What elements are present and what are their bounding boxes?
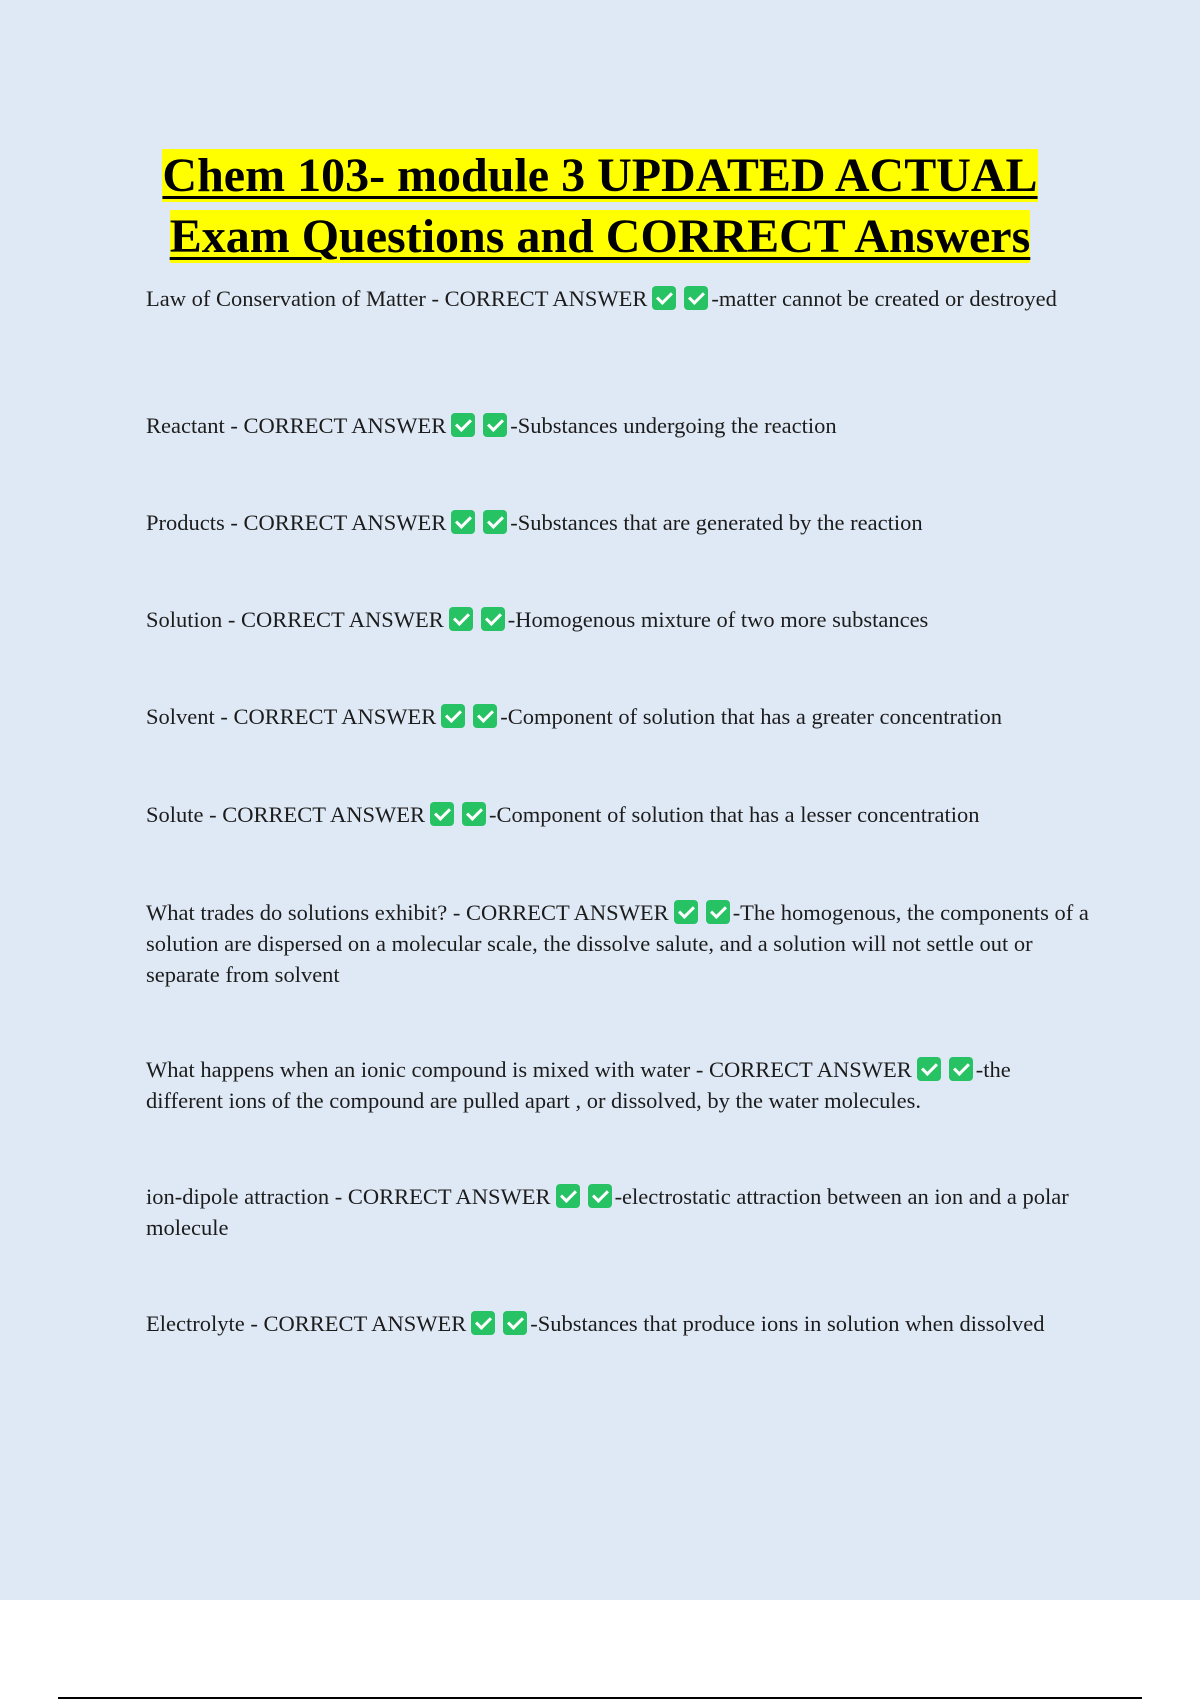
qa-item [146, 897, 1091, 990]
check-icon [462, 802, 486, 826]
check-icon [451, 510, 475, 534]
qa-answer: -electrostatic attraction between an ion and a polar molecule [146, 1184, 1069, 1240]
check-icon [473, 704, 497, 728]
qa-term: ion-dipole attraction - [146, 1184, 348, 1209]
check-icon [430, 802, 454, 826]
qa-item [146, 410, 1091, 441]
qa-term: Law of Conservation of Matter - [146, 286, 445, 311]
qa-term: Products - [146, 510, 244, 535]
check-icon [483, 510, 507, 534]
qa-item [146, 604, 1091, 635]
qa-answer: -Component of solution that has a lesser concentration [489, 802, 980, 827]
check-icon [917, 1057, 941, 1081]
qa-term: Reactant - [146, 413, 244, 438]
qa-answer: -Substances undergoing the reaction [510, 413, 837, 438]
check-icon [441, 704, 465, 728]
qa-answer: -Homogenous mixture of two more substances [507, 607, 929, 632]
qa-term: What trades do solutions exhibit? - [146, 900, 466, 925]
check-icon [483, 413, 507, 437]
qa-marker: CORRECT ANSWER [243, 510, 447, 535]
check-icon [674, 900, 698, 924]
qa-term: Solution - [146, 607, 242, 632]
qa-item [146, 799, 1091, 830]
check-icon [949, 1057, 973, 1081]
check-icon [588, 1184, 612, 1208]
qa-answer: -Substances that produce ions in solution when dissolved [530, 1311, 1045, 1336]
qa-answer: -Substances that are generated by the reaction [510, 510, 923, 535]
check-icon [652, 286, 676, 310]
qa-item [146, 1054, 1091, 1116]
qa-marker: CORRECT ANSWER [444, 286, 648, 311]
check-icon [706, 900, 730, 924]
page-title [0, 145, 1200, 267]
check-icon [684, 286, 708, 310]
qa-marker: CORRECT ANSWER [241, 607, 444, 632]
check-icon [451, 413, 475, 437]
qa-marker: CORRECT ANSWER [465, 900, 669, 925]
qa-term: Solvent - [146, 704, 234, 729]
qa-answer: -matter cannot be created or destroyed [711, 286, 1057, 311]
page-divider [58, 1697, 1142, 1699]
qa-marker: CORRECT ANSWER [347, 1184, 551, 1209]
qa-answer: -The homogenous, the components of a solution are dispersed on a molecular scale, the dissolve salute, and a solution will not settle out or separate from solvent [146, 900, 1089, 987]
check-icon [503, 1311, 527, 1335]
qa-marker: CORRECT ANSWER [708, 1057, 912, 1082]
qa-item [146, 283, 1091, 314]
qa-marker: CORRECT ANSWER [233, 704, 437, 729]
qa-marker: CORRECT ANSWER [222, 802, 425, 827]
qa-marker: CORRECT ANSWER [263, 1311, 467, 1336]
check-icon [449, 607, 473, 631]
qa-term: Solute - [146, 802, 223, 827]
qa-item [146, 1181, 1091, 1243]
qa-answer: -the different ions of the compound are pulled apart , or dissolved, by the water molecules. [146, 1057, 1011, 1113]
title-line-1: Chem 103- module 3 UPDATED ACTUAL [162, 149, 1038, 202]
title-line-2: Exam Questions and CORRECT Answers [169, 210, 1031, 263]
check-icon [556, 1184, 580, 1208]
check-icon [481, 607, 505, 631]
qa-term: Electrolyte - [146, 1311, 264, 1336]
qa-term: What happens when an ionic compound is mixed with water - [146, 1057, 709, 1082]
check-icon [471, 1311, 495, 1335]
qa-item [146, 1308, 1091, 1339]
qa-item [146, 507, 1091, 538]
qa-marker: CORRECT ANSWER [243, 413, 447, 438]
qa-answer: -Component of solution that has a greater concentration [500, 704, 1002, 729]
qa-item [146, 701, 1091, 732]
